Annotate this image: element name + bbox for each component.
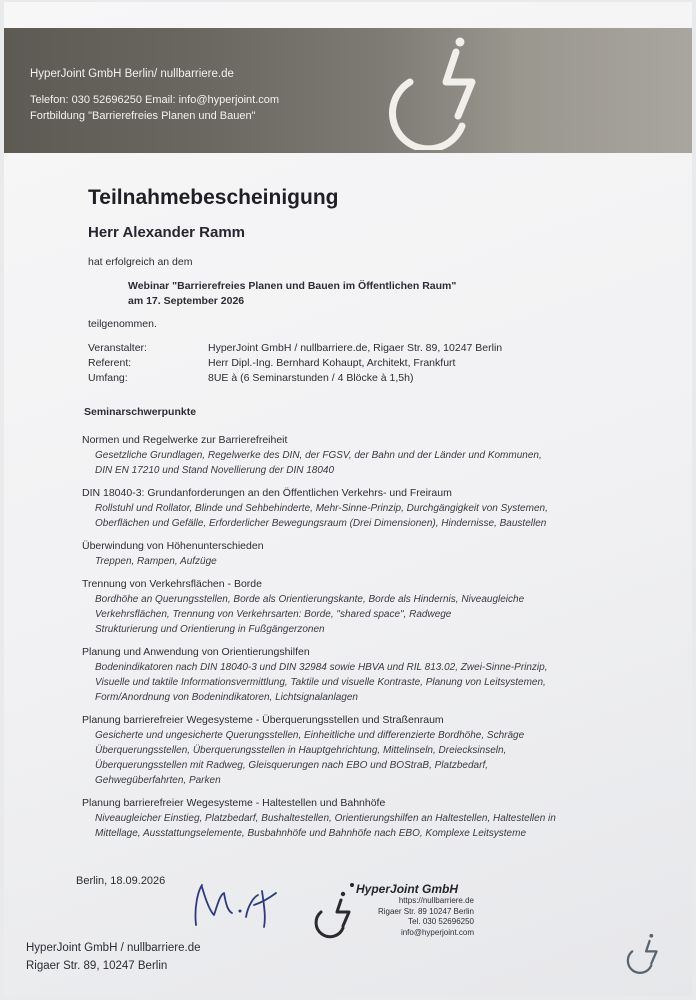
topic-line: Oberflächen und Gefälle, Erforderlicher Bewegungsraum (Drei Dimensionen), Hindernisse, Baustellen [95,518,547,529]
footer-address-line1: HyperJoint GmbH / nullbarriere.de [26,942,201,954]
topic-head: Planung barrierefreier Wegesysteme - Überquerungsstellen und Straßenraum [82,714,444,726]
meta-label: Referent: [88,357,132,369]
topic-line: Niveaugleicher Einstieg, Platzbedarf, Bushaltestellen, Orientierungshilfen an Haltestellen, Haltestellen in [95,813,556,824]
topic-line: Visuelle und taktile Informationsvermittlung, Taktile und visuelle Kontraste, Planung von Leitsystemen, [95,677,546,688]
topic-body [82,811,672,841]
topic-item [82,795,672,841]
topic-body [82,728,672,788]
meta-value: HyperJoint GmbH / nullbarriere.de, Rigaer Str. 89, 10247 Berlin [208,342,503,354]
topic-item [82,432,672,478]
topics-list [82,432,672,848]
header-contact: Telefon: 030 52696250 Email: info@hyperjoint.com [30,94,280,106]
outro-text: teilgenommen. [88,318,157,330]
header-banner [4,28,692,153]
topic-body [82,448,672,478]
topic-line: Überquerungsstellen mit Radweg, Gleisquerungen nach EBO und BOStraB, Platzbedarf, [95,760,488,771]
topic-body [82,501,672,531]
topic-item [82,644,672,705]
topic-line: Bordhöhe an Querungsstellen, Borde als Orientierungskante, Borde als Hindernis, Niveaugleiche [95,594,525,605]
topic-line: Form/Anordnung von Bodenindikatoren, Lichtsignalanlagen [95,692,358,703]
topic-line: DIN EN 17210 und Stand Novellierung der DIN 18040 [95,465,335,476]
topic-head: Planung und Anwendung von Orientierungshilfen [82,646,310,658]
topic-line: Bodenindikatoren nach DIN 18040-3 und DIN 32984 sowie HBVA und RIL 813.02, Zwei-Sinne-Prinzip, [95,662,548,673]
topic-item [82,712,672,788]
header-company: HyperJoint GmbH Berlin/ nullbarriere.de [30,68,234,80]
wheelchair-logo-icon [620,932,660,976]
certificate-page [4,2,692,996]
topic-line: Verkehrsflächen, Trennung von Verkehrsarten: Borde, "shared space", Radwege [95,609,452,620]
meta-speaker [88,357,456,369]
topic-head: Überwindung von Höhenunterschieden [82,540,264,552]
topic-head: Planung barrierefreier Wegesysteme - Haltestellen und Bahnhöfe [82,797,386,809]
topic-head: DIN 18040-3: Grundanforderungen an den Öffentlichen Verkehrs- und Freiraum [82,487,452,499]
intro-text: hat erfolgreich an dem [88,256,193,268]
topic-item [82,538,672,569]
certificate-title: Teilnahmebescheinigung [88,186,339,209]
topic-line: Gesetzliche Grundlagen, Regelwerke des DIN, der FGSV, der Bahn und der Länder und Kommunen, [95,450,542,461]
stamp-name: HyperJoint GmbH [356,882,459,896]
wheelchair-logo-icon [364,30,484,150]
topics-heading: Seminarschwerpunkte [84,406,197,418]
topic-item [82,485,672,531]
topic-head: Normen und Regelwerke zur Barrierefreiheit [82,434,288,446]
meta-value: 8UE à (6 Seminarstunden / 4 Blöcke à 1,5h) [208,372,414,384]
webinar-title: Webinar "Barrierefreies Planen und Bauen im Öffentlichen Raum" [128,280,457,292]
stamp-line: info@hyperjoint.com [400,927,474,937]
meta-value: Herr Dipl.-Ing. Bernhard Kohaupt, Architekt, Frankfurt [208,357,456,369]
topic-line: Treppen, Rampen, Aufzüge [95,556,217,567]
participant-name: Herr Alexander Ramm [88,224,246,241]
webinar-date: am 17. September 2026 [128,295,245,307]
company-stamp [356,882,474,938]
topic-item [82,576,672,637]
stamp-line: https://nullbarriere.de [398,896,474,905]
place-date: Berlin, 18.09.2026 [76,875,166,887]
topic-line: Überquerungsstellen, Überquerungsstellen in Hauptgehrichtung, Mittelinseln, Dreiecksinseln, [95,745,507,756]
stamp-line: Rigaer Str. 89 10247 Berlin [377,906,474,916]
topic-body [82,554,672,569]
signature-mark [184,877,294,937]
topic-head: Trennung von Verkehrsflächen - Borde [82,578,262,590]
topic-line: Strukturierung und Orientierung in Fußgängerzonen [95,624,325,635]
meta-label: Umfang: [88,372,128,384]
topic-line: Gesicherte und ungesicherte Querungsstellen, Einheitliche und differenzierte Bordhöhe, Schräge [95,730,525,741]
topic-line: Rollstuhl und Rollator, Blinde und Sehbehinderte, Mehr-Sinne-Prinzip, Durchgängigkeit von Systemen, [95,503,548,514]
stamp-line: Tel. 030 52696250 [408,917,474,926]
meta-scope [88,372,414,384]
topic-body [82,660,672,705]
meta-organizer [88,342,503,354]
stamp-bullet [350,883,354,887]
footer-address-line2: Rigaer Str. 89, 10247 Berlin [26,960,168,972]
topic-body [82,592,672,637]
wheelchair-logo-icon [307,890,353,940]
header-course: Fortbildung "Barrierefreies Planen und Bauen" [30,110,256,122]
topic-line: Gehwegüberfahrten, Parken [95,775,221,786]
meta-label: Veranstalter: [88,342,147,354]
topic-line: Mittellage, Ausstattungselemente, Busbahnhöfe und Bahnhöfe nach EBO, Komplexe Leitsysteme [95,828,527,839]
